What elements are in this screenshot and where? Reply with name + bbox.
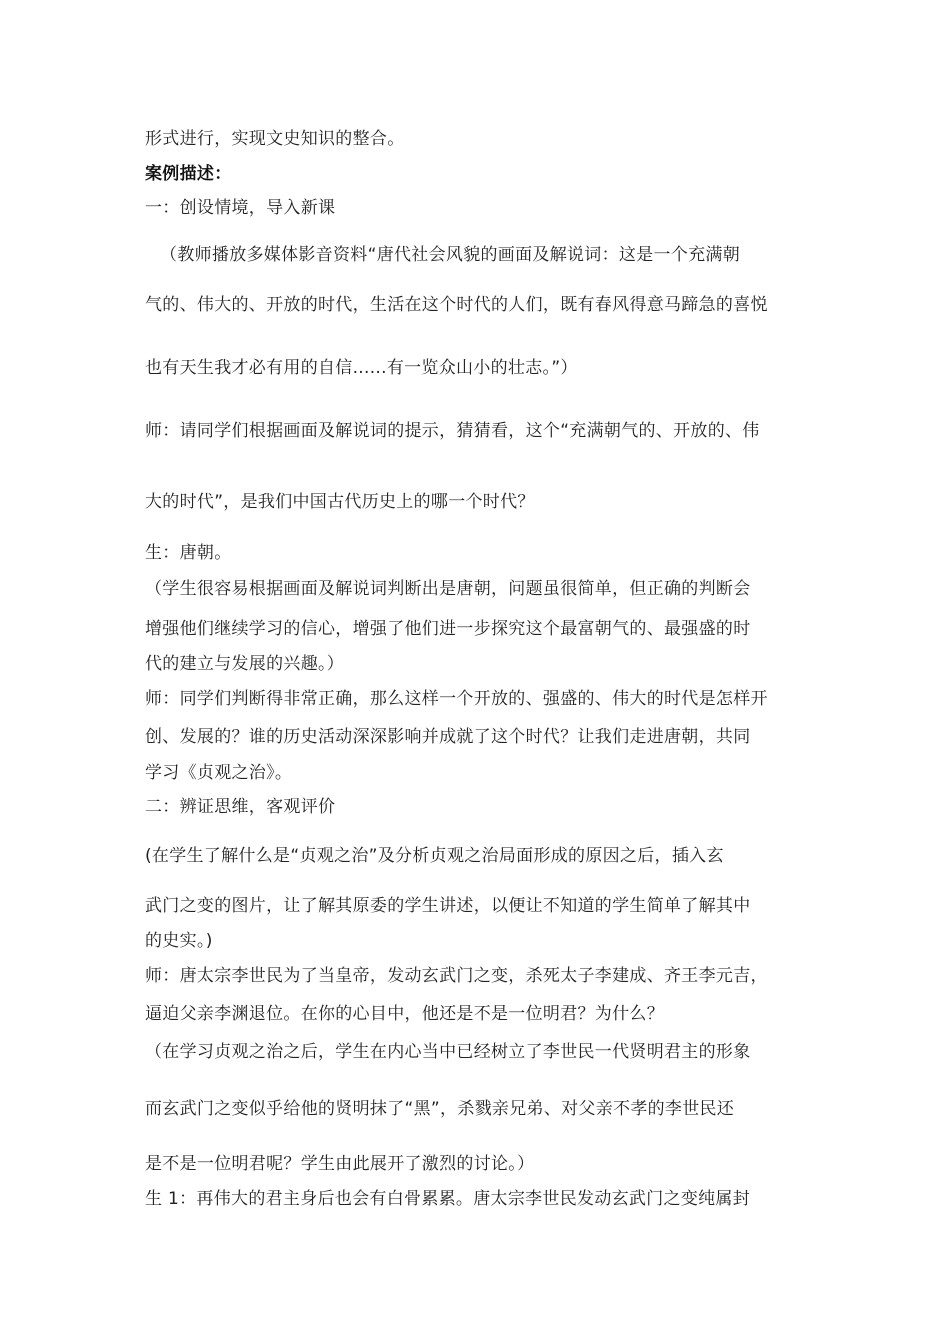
text-line-6: 也有天生我才必有用的自信......有一览众山小的壮志。”） — [145, 358, 578, 378]
text-line-20: 师：唐太宗李世民为了当皇帝，发动玄武门之变，杀死太子李建成、齐王李元吉， — [145, 966, 768, 986]
text-line-23: 而玄武门之变似乎给他的贤明抹了“黑”，杀戮亲兄弟、对父亲不孝的李世民还 — [145, 1099, 735, 1119]
section-one-heading: 一：创设情境，导入新课 — [145, 198, 336, 218]
text-line-25: 生 1：再伟大的君主身后也会有白骨累累。唐太宗李世民发动玄武门之变纯属封 — [145, 1189, 751, 1209]
text-line-17: (在学生了解什么是“贞观之治”及分析贞观之治局面形成的原因之后，插入玄 — [145, 846, 724, 866]
section-two-heading: 二：辨证思维，客观评价 — [145, 797, 336, 817]
text-line-19: 的史实。) — [145, 931, 213, 951]
text-line-14: 创、发展的？谁的历史活动深深影响并成就了这个时代？让我们走进唐朝，共同 — [145, 727, 751, 747]
text-line-22: （在学习贞观之治之后，学生在内心当中已经树立了李世民一代贤明君主的形象 — [145, 1042, 751, 1062]
text-line-13: 师：同学们判断得非常正确，那么这样一个开放的、强盛的、伟大的时代是怎样开 — [145, 689, 768, 709]
text-line-11: 增强他们继续学习的信心，增强了他们进一步探究这个最富朝气的、最强盛的时 — [145, 619, 751, 639]
text-line-7: 师：请同学们根据画面及解说词的提示，猜猜看，这个“充满朝气的、开放的、伟 — [145, 421, 760, 441]
text-line-18: 武门之变的图片，让了解其原委的学生讲述，以便让不知道的学生简单了解其中 — [145, 896, 751, 916]
text-line-1: 形式进行，实现文史知识的整合。 — [145, 129, 405, 149]
text-line-5: 气的、伟大的、开放的时代，生活在这个时代的人们，既有春风得意马蹄急的喜悦 — [145, 295, 768, 315]
text-line-10: （学生很容易根据画面及解说词判断出是唐朝，问题虽很简单，但正确的判断会 — [145, 579, 751, 599]
text-line-12: 代的建立与发展的兴趣。） — [145, 654, 345, 674]
text-line-8: 大的时代”，是我们中国古代历史上的哪一个时代？ — [145, 492, 535, 512]
text-line-4: （教师播放多媒体影音资料“唐代社会风貌的画面及解说词：这是一个充满朝 — [160, 245, 741, 265]
text-line-21: 逼迫父亲李渊退位。在你的心目中，他还是不是一位明君？为什么？ — [145, 1004, 664, 1024]
text-line-15: 学习《贞观之治》。 — [145, 763, 293, 783]
case-description-heading: 案例描述： — [145, 164, 232, 184]
text-line-24: 是不是一位明君呢？学生由此展开了激烈的讨论。） — [145, 1154, 535, 1174]
text-line-9: 生：唐朝。 — [145, 543, 232, 563]
